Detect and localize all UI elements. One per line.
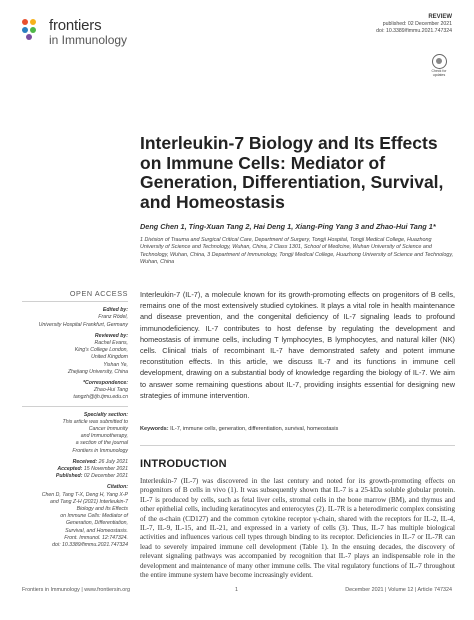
- citation-line: Biology and Its Effects: [76, 506, 128, 513]
- accepted-label: Accepted:: [57, 466, 83, 473]
- accepted-date: 15 November 2021: [83, 466, 128, 473]
- specialty-line: This article was submitted to: [62, 418, 128, 425]
- reviewer-line: King's College London,: [74, 347, 128, 354]
- specialty-line: and Immunotherapy,: [80, 433, 128, 440]
- keywords-label: Keywords:: [140, 426, 169, 432]
- check-label-1: Check for: [431, 69, 447, 73]
- specialty-block: [22, 412, 128, 455]
- specialty-line: Cancer Immunity: [88, 426, 128, 433]
- journal-logo[interactable]: [22, 18, 127, 46]
- article-meta: [376, 14, 452, 35]
- footer-journal-link[interactable]: Frontiers in Immunology | www.frontiersin.org: [22, 587, 131, 593]
- citation-label: Citation:: [106, 484, 128, 491]
- page-number: 1: [235, 587, 238, 593]
- received-label: Received:: [72, 458, 98, 465]
- citation-line: Generation, Differentiation,: [66, 520, 128, 527]
- published-label: Published:: [55, 473, 83, 480]
- frontiers-logo-icon: [22, 19, 44, 41]
- reviewer-line: Rachel Evans,: [94, 340, 128, 347]
- correspondence-email[interactable]: tangzh@tjh.tjmu.edu.cn: [73, 394, 128, 401]
- article-title: Interleukin-7 Biology and Its Effects on Immune Cells: Mediator of Generation, Differentiation, Survival, and Homeostasis: [140, 133, 444, 212]
- sidebar-divider: [22, 301, 128, 302]
- citation-line: on Immune Cells: Mediator of: [60, 513, 128, 520]
- logo-brand: frontiers: [49, 17, 102, 34]
- correspondence-block: [22, 380, 128, 402]
- citation-line: and Tang Z-H (2021) Interleukin-7: [50, 498, 128, 505]
- citation-line: Front. Immunol. 12:747324.: [64, 534, 128, 541]
- section-heading-introduction: INTRODUCTION: [140, 458, 227, 470]
- introduction-text: Interleukin-7 (IL-7) was discovered in the last century and noted for its growth-promoting effects on progenitors of B cells in vivo (1). It was subsequently shown that IL-7 is a 25-kDa soluble globular protein. IL-7 is produced by cells, such as fetal liver cells, stromal cells in the bone marrow (BM), and thymus and other epithelial cells, including keratinocytes and enterocytes (2). IL-7R is a heterodimeric complex consisting of the α-chain (CD127) and the common cytokine receptor γ-chain, shared with the receptors for IL-2, IL-4, IL-7, IL-9, IL-15, and IL-21, and expressed in a variety of cells (3). Thus, IL-7 has multiple biological activities and influences various cell types through binding to its receptor. Deficiencies in IL-7 or IL-7R can lead to severely impaired immune cell development (Table 1). In the ensuing decades, the discovery of relevant signaling pathways was accompanied by recognition that IL-7 plays an indispensable role in the development and maintenance of many other immune cells. The vital regulatory functions of IL-7 throughout the entire immune system have become increasingly evident.: [140, 477, 455, 580]
- reviewed-by-block: [22, 333, 128, 376]
- keywords: [140, 426, 455, 432]
- reviewer-line: Yishan Ye,: [103, 361, 128, 368]
- received-date: 26 July 2021: [98, 458, 128, 465]
- open-access-label: OPEN ACCESS: [69, 289, 128, 298]
- citation-block: [22, 484, 128, 549]
- edited-by-block: [22, 307, 128, 329]
- logo-journal: in Immunology: [49, 33, 128, 47]
- published-date-sidebar: 02 December 2021: [83, 473, 128, 480]
- section-divider: [140, 445, 455, 446]
- edited-by-label: Edited by:: [102, 307, 128, 314]
- page-header: [22, 14, 452, 77]
- reviewed-by-label: Reviewed by:: [94, 332, 128, 339]
- article-sidebar: [22, 290, 128, 553]
- specialty-line: Frontiers in Immunology: [72, 447, 128, 454]
- citation-line[interactable]: doi: 10.3389/fimmu.2021.747324: [52, 542, 128, 549]
- correspondence-label: *Correspondence:: [83, 380, 128, 387]
- editor-line: Franz Rödel,: [98, 314, 128, 321]
- citation-line: Chen D, Tang T-X, Deng H, Yang X-P: [41, 491, 128, 498]
- sidebar-divider: [22, 406, 128, 407]
- article-type: REVIEW: [428, 14, 452, 20]
- specialty-label: Specialty section:: [83, 411, 128, 418]
- dates-block: [22, 459, 128, 481]
- correspondence-name: Zhao-Hui Tang: [93, 387, 128, 394]
- footer-citation: December 2021 | Volume 12 | Article 747324: [345, 587, 452, 593]
- specialty-line: a section of the journal: [75, 440, 128, 447]
- citation-line: Survival, and Homeostasis.: [65, 527, 128, 534]
- author-list: Deng Chen 1, Ting-Xuan Tang 2, Hai Deng 1, Xiang-Ping Yang 3 and Zhao-Hui Tang 1*: [140, 222, 436, 231]
- reviewer-line: Zhejiang University, China: [67, 368, 128, 375]
- article-doi[interactable]: doi: 10.3389/fimmu.2021.747324: [376, 28, 452, 34]
- check-updates-icon: [432, 54, 447, 69]
- check-label-2: updates: [432, 73, 446, 77]
- published-date: published: 02 December 2021: [382, 21, 452, 27]
- keywords-list: IL-7, immune cells, generation, differentiation, survival, homeostasis: [170, 426, 339, 432]
- editor-line: University Hospital Frankfurt, Germany: [38, 321, 128, 328]
- check-for-updates-badge[interactable]: [428, 54, 450, 78]
- reviewer-line: United Kingdom: [91, 354, 128, 361]
- affiliations: 1 Division of Trauma and Surgical Critical Care, Department of Surgery, Tongji Hospital, Tongji Medical College, Huazhong University of Science and Technology, Wuhan, China, 2 Class 1301, School of Medicine, Wuhan University of Science and Technology, Wuhan, China, 3 Department of Immunology, Tongji Medical College, Huazhong University of Science and Technology, Wuhan, China: [140, 237, 454, 266]
- abstract: Interleukin-7 (IL-7), a molecule known for its growth-promoting effects on progenitors of B cells, remains one of the most extensively studied cytokines. It plays a vital role in health maintenance and disease prevention, and the congenital deficiency of IL-7 signaling leads to profound immunodeficiency. IL-7 contributes to host defense by regulating the development and homeostasis of immune cells, including T lymphocytes, B lymphocytes, and natural killer (NK) cells. Clinical trials of recombinant IL-7 have demonstrated safety and potent immune reconstitution effects. In this article, we discuss IL-7 and its functions in immune cell development, drawing on a substantial body of knowledge regarding the biology of IL-7. We aim to answer some remaining questions about IL-7, providing insights essential for designing new strategies of immune intervention.: [140, 290, 455, 400]
